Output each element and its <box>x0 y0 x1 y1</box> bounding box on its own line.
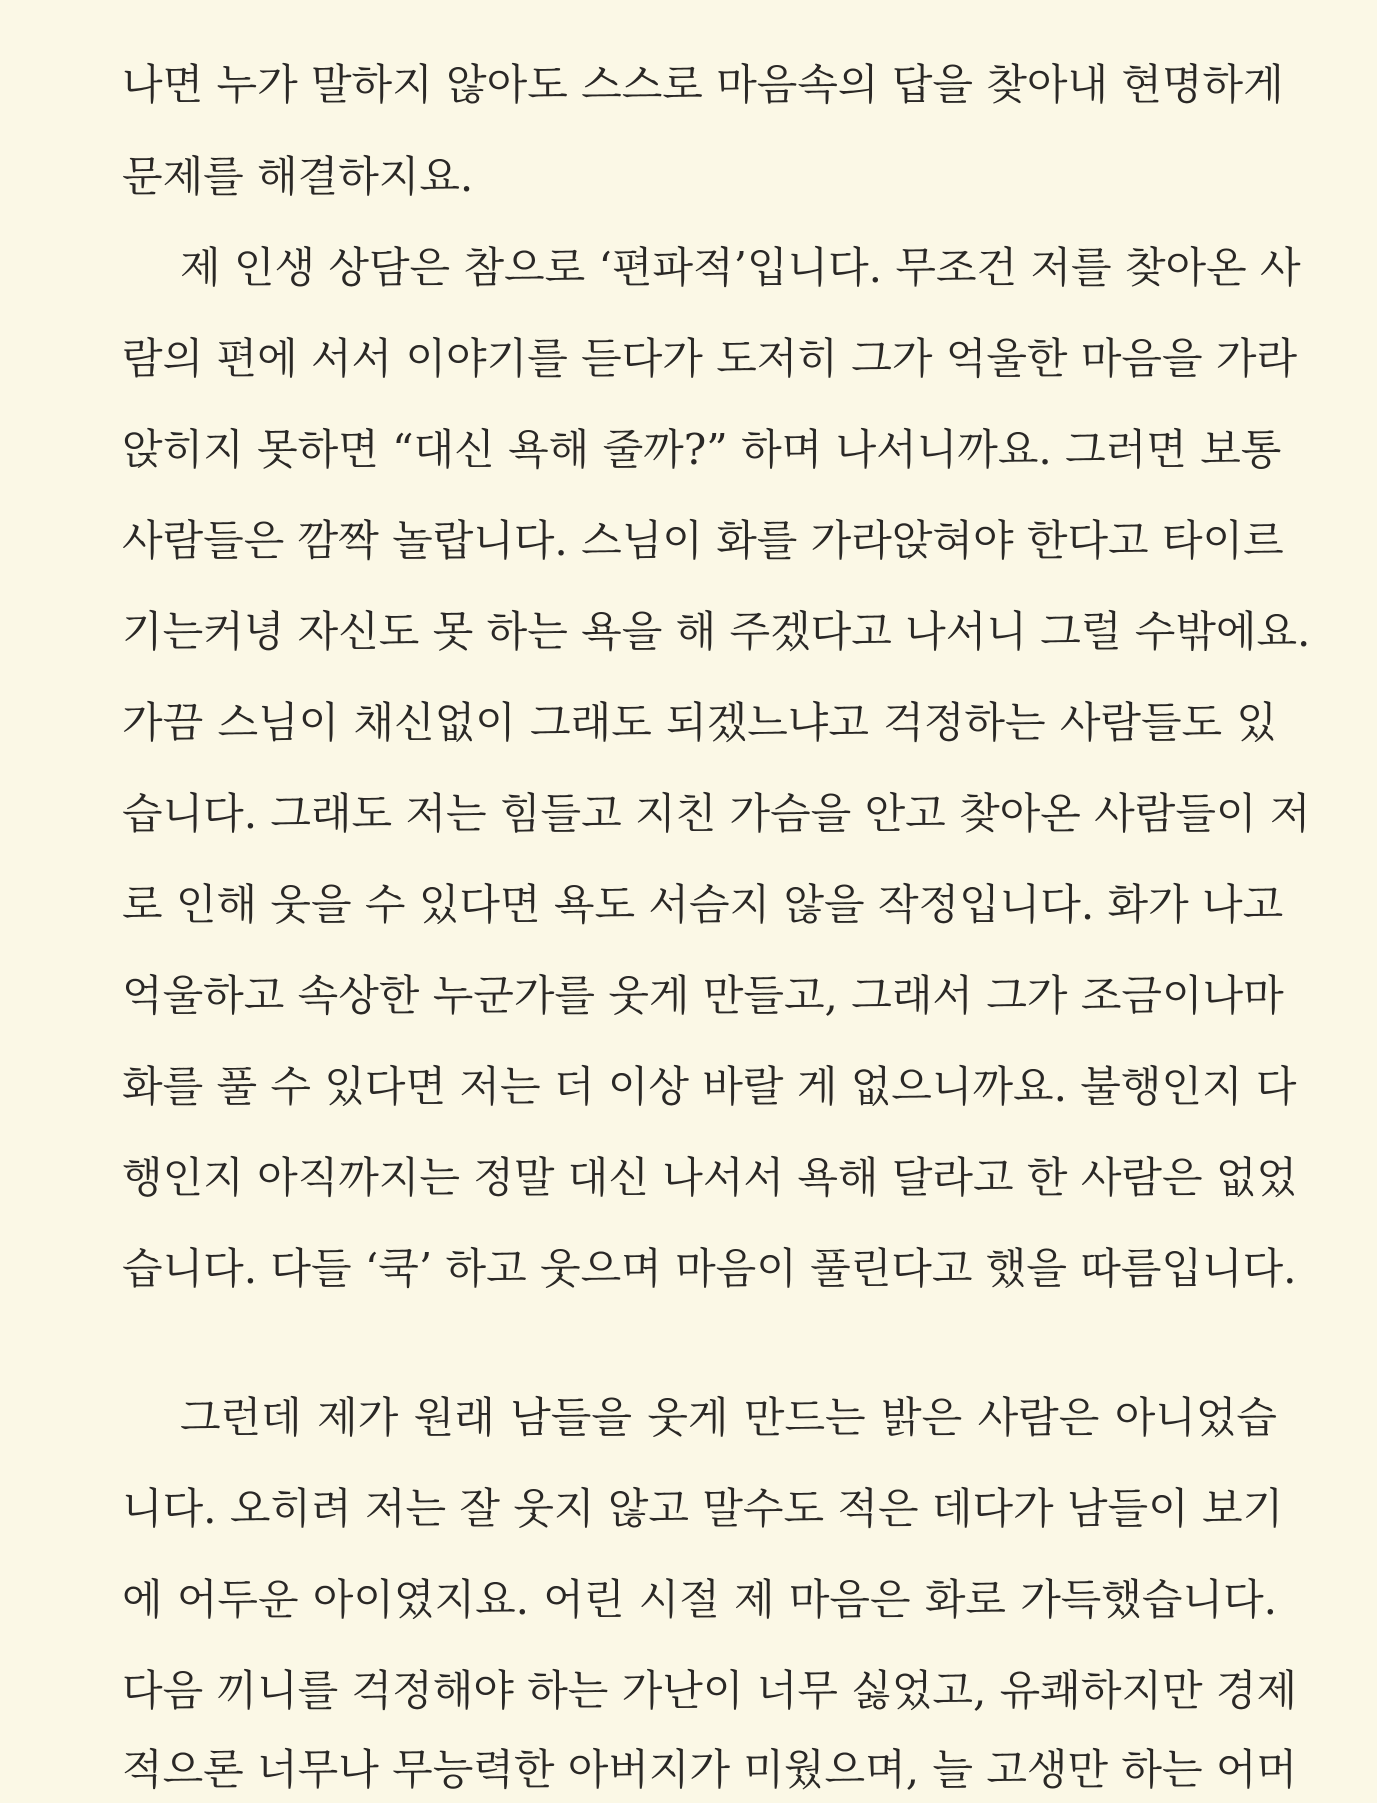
text-line: 로 인해 웃을 수 있다면 욕도 서슴지 않을 작정입니다. 화가 나고 <box>122 880 1284 929</box>
text-line: 니다. 오히려 저는 잘 웃지 않고 말수도 적은 데다가 남들이 보기 <box>122 1484 1284 1533</box>
text-line: 제 인생 상담은 참으로 ‘편파적’입니다. 무조건 저를 찾아온 사 <box>180 243 1301 292</box>
text-line: 문제를 해결하지요. <box>122 152 474 201</box>
text-line: 그런데 제가 원래 남들을 웃게 만드는 밝은 사람은 아니었습 <box>180 1393 1277 1442</box>
text-line: 적으론 너무나 무능력한 아버지가 미웠으며, 늘 고생만 하는 어머 <box>122 1745 1298 1794</box>
text-line: 람의 편에 서서 이야기를 듣다가 도저히 그가 억울한 마음을 가라 <box>122 334 1298 383</box>
text-line: 화를 풀 수 있다면 저는 더 이상 바랄 게 없으니까요. 불행인지 다 <box>122 1062 1297 1111</box>
text-line: 나면 누가 말하지 않아도 스스로 마음속의 답을 찾아내 현명하게 <box>122 60 1284 109</box>
text-line: 사람들은 깜짝 놀랍니다. 스님이 화를 가라앉혀야 한다고 타이르 <box>122 516 1284 565</box>
text-line: 가끔 스님이 채신없이 그래도 되겠느냐고 걱정하는 사람들도 있 <box>122 698 1277 747</box>
text-line: 억울하고 속상한 누군가를 웃게 만들고, 그래서 그가 조금이나마 <box>122 971 1284 1020</box>
text-line: 행인지 아직까지는 정말 대신 나서서 욕해 달라고 한 사람은 없었 <box>122 1153 1298 1202</box>
text-line: 기는커녕 자신도 못 하는 욕을 해 주겠다고 나서니 그럴 수밖에요. <box>122 607 1311 656</box>
text-line: 다음 끼니를 걱정해야 하는 가난이 너무 싫었고, 유쾌하지만 경제 <box>122 1666 1298 1715</box>
text-line: 습니다. 그래도 저는 힘들고 지친 가슴을 안고 찾아온 사람들이 저 <box>122 789 1311 838</box>
text-line: 앉히지 못하면 “대신 욕해 줄까?” 하며 나서니까요. 그러면 보통 <box>122 425 1282 474</box>
text-line: 에 어두운 아이였지요. 어린 시절 제 마음은 화로 가득했습니다. <box>122 1575 1277 1624</box>
text-line: 습니다. 다들 ‘쿡’ 하고 웃으며 마음이 풀린다고 했을 따름입니다. <box>122 1244 1297 1293</box>
